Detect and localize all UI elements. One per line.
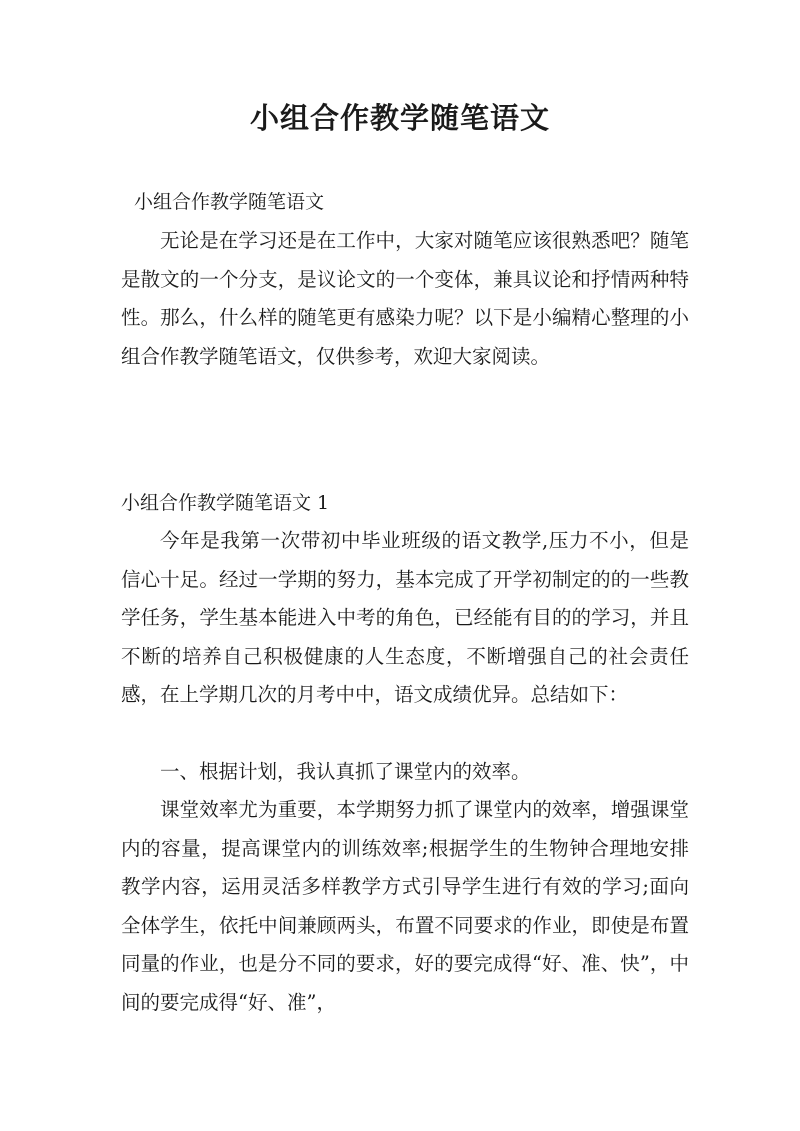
section-point-1: 一、根据计划，我认真抓了课堂内的效率。 [160, 760, 531, 783]
document-title: 小组合作教学随笔语文 [249, 101, 550, 135]
section-heading: 小组合作教学随笔语文 1 [121, 492, 330, 514]
section-paragraph-2: 课堂效率尤为重要，本学期努力抓了课堂内的效率，增强课堂内的容量，提高课堂内的训练效率;根据学生的生物钟合理地安排教学内容，运用灵活多样教学方式引导学生进行有效的学习;面向全体学生，依托中间兼顾两头，布置不同要求的作业，即使是布置同量的作业，也是分不同的要求，好的要完成得“好、准、快”，中间的要完成得“好、准”， [121, 798, 689, 1014]
section-paragraph-1: 今年是我第一次带初中毕业班级的语文教学,压力不小，但是信心十足。经过一学期的努力，基本完成了开学初制定的的一些教学任务，学生基本能进入中考的角色，已经能有目的的学习，并且不断的培养自己积极健康的人生态度，不断增强自己的社会责任感，在上学期几次的月考中中，语文成绩优异。总结如下： [121, 529, 689, 706]
document-subtitle: 小组合作教学随笔语文 [134, 191, 325, 213]
intro-paragraph: 无论是在学习还是在工作中，大家对随笔应该很熟悉吧？随笔是散文的一个分支，是议论文的一个变体，兼具议论和抒情两种特性。那么，什么样的随笔更有感染力呢？以下是小编精心整理的小组合作教学随笔语文，仅供参考，欢迎大家阅读。 [121, 229, 689, 368]
